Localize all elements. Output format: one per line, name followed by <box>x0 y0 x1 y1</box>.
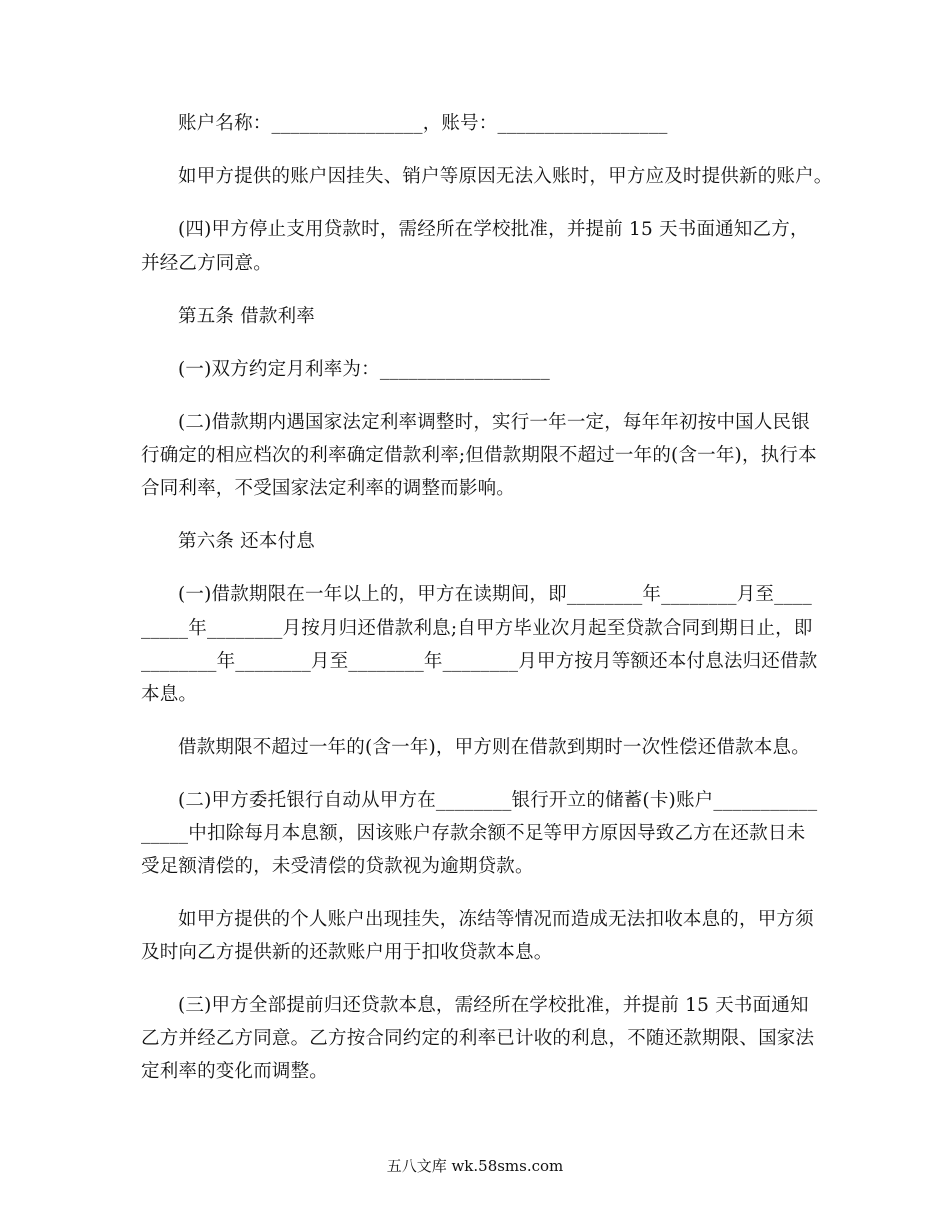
paragraph-line: ________年________月至________年________月甲方按月等额还本付息法归还借款 <box>141 651 818 672</box>
paragraph-line: (二)借款期内遇国家法定利率调整时，实行一年一定，每年年初按中国人民银 <box>178 412 810 433</box>
paragraph-line: 如甲方提供的个人账户出现挂失，冻结等情况而造成无法扣收本息的，甲方须 <box>178 909 814 930</box>
section-heading-article-5: 第五条 借款利率 <box>178 306 315 327</box>
paragraph-line: (一)双方约定月利率为：__________________ <box>178 359 550 380</box>
paragraph-line: (一)借款期限在一年以上的，甲方在读期间，即________年________月至____ <box>178 584 812 605</box>
page-footer: 五八文库 wk.58sms.com <box>386 1157 564 1175</box>
paragraph-line: (二)甲方委托银行自动从甲方在________银行开立的储蓄(卡)账户___________ <box>178 790 818 811</box>
paragraph-line: (三)甲方全部提前归还贷款本息，需经所在学校批准，并提前 15 天书面通知 <box>178 995 809 1016</box>
paragraph-line: 并经乙方同意。 <box>141 253 272 274</box>
paragraph-line: 及时向乙方提供新的还款账户用于扣收贷款本息。 <box>141 942 553 963</box>
paragraph-line: _____年________月按月归还借款利息;自甲方毕业次月起至贷款合同到期日止，即 <box>141 618 813 639</box>
paragraph-line: 行确定的相应档次的利率确定借款利率;但借款期限不超过一年的(含一年)，执行本 <box>141 445 817 466</box>
paragraph-line: 借款期限不超过一年的(含一年)，甲方则在借款到期时一次性偿还借款本息。 <box>178 737 810 758</box>
paragraph-line: 如甲方提供的账户因挂失、销户等原因无法入账时，甲方应及时提供新的账户。 <box>178 166 833 187</box>
paragraph-line: (四)甲方停止支用贷款时，需经所在学校批准，并提前 15 天书面通知乙方， <box>178 219 809 240</box>
section-heading-article-6: 第六条 还本付息 <box>178 531 315 552</box>
paragraph-line: 定利率的变化而调整。 <box>141 1061 329 1082</box>
paragraph-line: _____中扣除每月本息额，因该账户存款余额不足等甲方原因导致乙方在还款日未 <box>141 823 806 844</box>
account-info-line: 账户名称：________________，账号：__________________ <box>178 113 668 134</box>
paragraph-line: 受足额清偿的，未受清偿的贷款视为逾期贷款。 <box>141 856 534 877</box>
paragraph-line: 本息。 <box>141 684 198 705</box>
paragraph-line: 乙方并经乙方同意。乙方按合同约定的利率已计收的利息，不随还款期限、国家法 <box>141 1028 815 1049</box>
paragraph-line: 合同利率，不受国家法定利率的调整而影响。 <box>141 478 516 499</box>
